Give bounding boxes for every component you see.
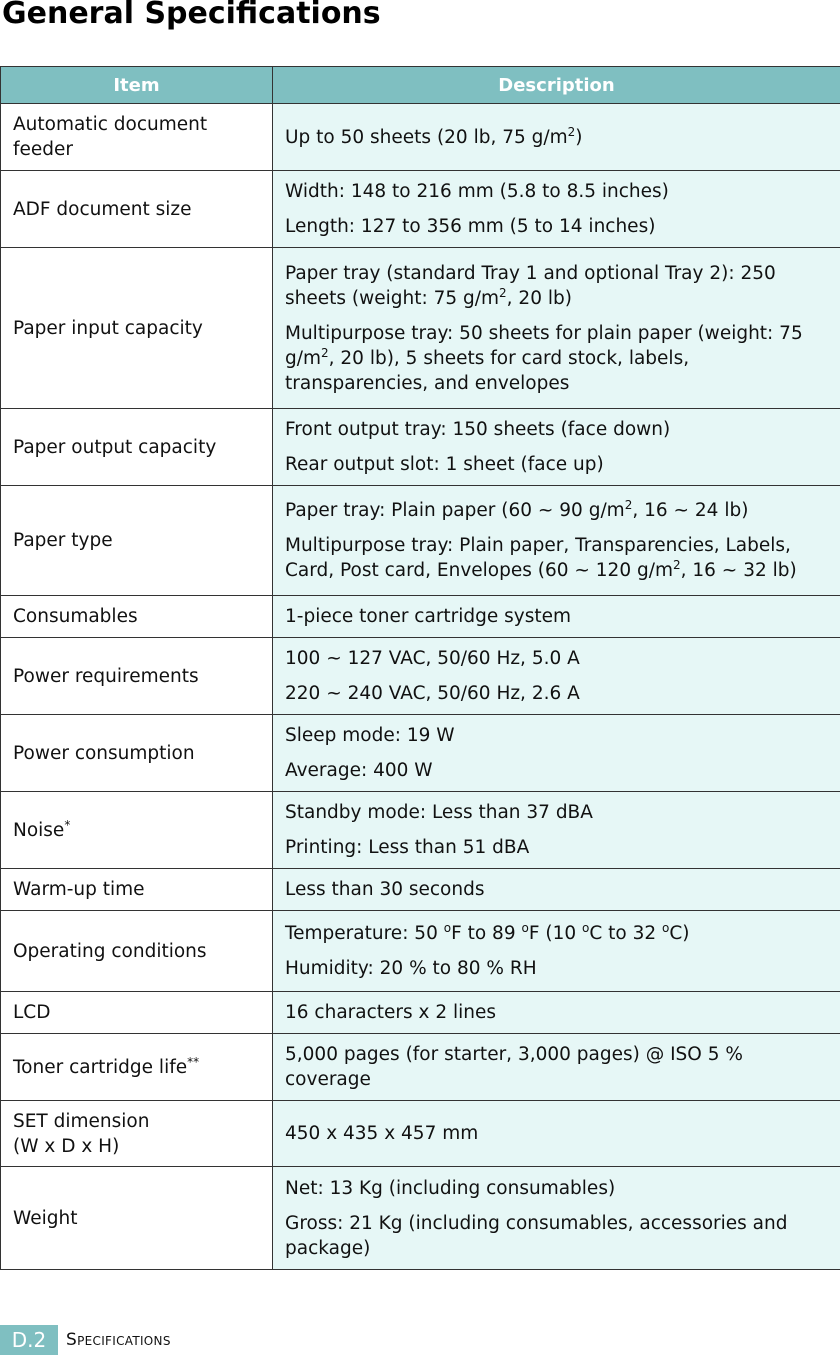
page-number-tab: D.2 [0,1325,58,1355]
superscript: o [582,920,590,935]
description-line [285,835,830,860]
spec-item-cell [1,638,273,715]
text-segment: , 16 ~ 24 lb) [632,500,749,521]
spec-item-cell [1,869,273,911]
spec-item-label: Operating conditions [13,940,207,962]
description-line [285,646,830,671]
description-line [285,1211,830,1261]
spec-description-cell [273,409,840,486]
text-segment: F to 89 [451,923,522,944]
table-row [1,248,840,409]
spec-item-cell [1,715,273,792]
spec-item-label: Noise [13,819,65,841]
spec-item-cell [1,792,273,869]
text-segment: Temperature: 50 [285,923,444,944]
spec-description-cell [273,638,840,715]
text-segment: 220 ~ 240 VAC, 50/60 Hz, 2.6 A [285,683,580,704]
superscript: 2 [672,557,681,572]
text-segment: 16 characters x 2 lines [285,1002,497,1023]
text-segment: Printing: Less than 51 dBA [285,837,530,858]
description-line [285,214,830,239]
spec-item-cell [1,248,273,409]
spec-item-label: Automatic document feeder [13,114,208,160]
table-row [1,1034,840,1101]
superscript: o [443,920,452,935]
text-segment: 1-piece toner cartridge system [285,606,572,627]
description-line [285,179,830,204]
specifications-table [0,66,840,1270]
table-row [1,992,840,1034]
description-line [285,877,830,902]
text-segment: Length: 127 to 356 mm (5 to 14 inches) [285,216,656,237]
description-line [285,417,830,442]
table-row [1,486,840,596]
description-line [285,452,830,477]
description-line [285,1121,830,1146]
spec-item-cell [1,104,273,171]
text-segment: , 16 ~ 32 lb) [680,560,797,581]
spec-item-label: Power consumption [13,742,195,764]
page-title: General Specifications [2,0,381,31]
spec-description-cell [273,104,840,171]
text-segment: Paper tray: Plain paper (60 ~ 90 g/m [285,500,625,521]
description-line [285,723,830,748]
spec-item-cell [1,1034,273,1101]
description-line [285,533,830,583]
spec-description-cell [273,715,840,792]
text-segment: Rear output slot: 1 sheet (face up) [285,454,604,475]
text-segment: Less than 30 seconds [285,879,485,900]
spec-description-cell [273,911,840,992]
spec-item-cell [1,596,273,638]
text-segment: C to 32 [589,923,663,944]
text-segment: 100 ~ 127 VAC, 50/60 Hz, 5.0 A [285,648,580,669]
description-line [285,921,830,946]
spec-item-label: Paper type [13,530,113,551]
table-row [1,869,840,911]
spec-description-cell [273,171,840,248]
spec-item-cell [1,1101,273,1167]
text-segment: 450 x 435 x 457 mm [285,1123,479,1144]
header-description: Description [273,67,840,104]
spec-description-cell [273,596,840,638]
description-line [285,1042,830,1092]
spec-item-label-line2: (W x D x H) [13,1135,120,1157]
text-segment: Gross: 21 Kg (including consumables, accessories and package) [285,1212,788,1259]
text-segment: C) [669,923,690,944]
section-label: Specifications [66,1330,171,1350]
text-segment: Front output tray: 150 sheets (face down) [285,419,671,440]
text-segment: Up to 50 sheets (20 lb, 75 g/m [285,126,568,148]
text-segment: , 20 lb), 5 sheets for card stock, labels, transparencies, and envelopes [285,347,690,394]
text-segment: Multipurpose tray: 50 sheets for plain paper (weight: 75 g/m [285,322,803,369]
text-segment: Width: 148 to 216 mm (5.8 to 8.5 inches) [285,181,669,202]
spec-item-cell [1,486,273,596]
superscript: 2 [567,124,576,139]
spec-description-cell [273,792,840,869]
superscript: o [521,920,529,935]
text-segment: Multipurpose tray: Plain paper, Transparencies, Labels, Card, Post card, Envelopes (60 ~ 120 g/m [285,535,791,581]
footnote-marker: ** [187,1054,200,1069]
spec-description-cell [273,992,840,1034]
spec-description-cell [273,1167,840,1270]
table-row [1,1101,840,1167]
table-row [1,1167,840,1270]
spec-item-label: Power requirements [13,665,199,687]
table-row [1,638,840,715]
spec-description-cell [273,869,840,911]
spec-item-label: Consumables [13,606,138,627]
description-line [285,498,830,523]
description-line [285,758,830,783]
text-segment: Humidity: 20 % to 80 % RH [285,958,537,979]
table-body [1,104,840,1270]
spec-description-cell [273,248,840,409]
spec-item-cell [1,171,273,248]
description-line [285,261,830,311]
spec-item-cell [1,409,273,486]
table-row [1,171,840,248]
description-line [285,1176,830,1201]
header-item: Item [1,67,273,104]
spec-description-cell [273,1034,840,1101]
text-segment: Average: 400 W [285,760,433,781]
superscript: o [662,920,670,935]
table-row [1,911,840,992]
table-row [1,409,840,486]
description-line [285,956,830,981]
table-row [1,715,840,792]
specifications-table-container [0,66,840,1270]
text-segment: Sleep mode: 19 W [285,725,455,746]
spec-item-label: Paper input capacity [13,317,203,339]
description-line [285,604,830,629]
spec-description-cell [273,1101,840,1167]
spec-item-label: LCD [13,1002,51,1023]
spec-item-label: Toner cartridge life [13,1056,188,1078]
text-segment: F (10 [528,923,582,944]
description-line [285,321,830,396]
text-segment: Net: 13 Kg (including consumables) [285,1177,616,1199]
spec-item-label: Weight [13,1207,78,1229]
spec-item-label: SET dimension [13,1110,150,1132]
spec-description-cell [273,486,840,596]
spec-item-label: Paper output capacity [13,436,217,458]
text-segment: Paper tray (standard Tray 1 and optional Tray 2): 250 sheets (weight: 75 g/m [285,262,776,309]
table-header-row [1,67,840,104]
text-segment: ) [575,126,583,148]
table-row [1,104,840,171]
footnote-marker: * [64,817,71,832]
superscript: 2 [321,345,329,360]
text-segment: Standby mode: Less than 37 dBA [285,802,593,823]
spec-item-cell [1,992,273,1034]
superscript: 2 [624,497,633,512]
description-line [285,681,830,706]
superscript: 2 [499,285,507,300]
description-line [285,800,830,825]
spec-item-cell [1,911,273,992]
spec-item-label: ADF document size [13,198,192,220]
spec-item-cell [1,1167,273,1270]
description-line [285,125,830,150]
description-line [285,1000,830,1025]
table-row [1,596,840,638]
spec-item-label: Warm-up time [13,879,145,900]
text-segment: 5,000 pages (for starter, 3,000 pages) @ ISO 5 % coverage [285,1044,743,1090]
text-segment: , 20 lb) [506,287,572,309]
table-row [1,792,840,869]
